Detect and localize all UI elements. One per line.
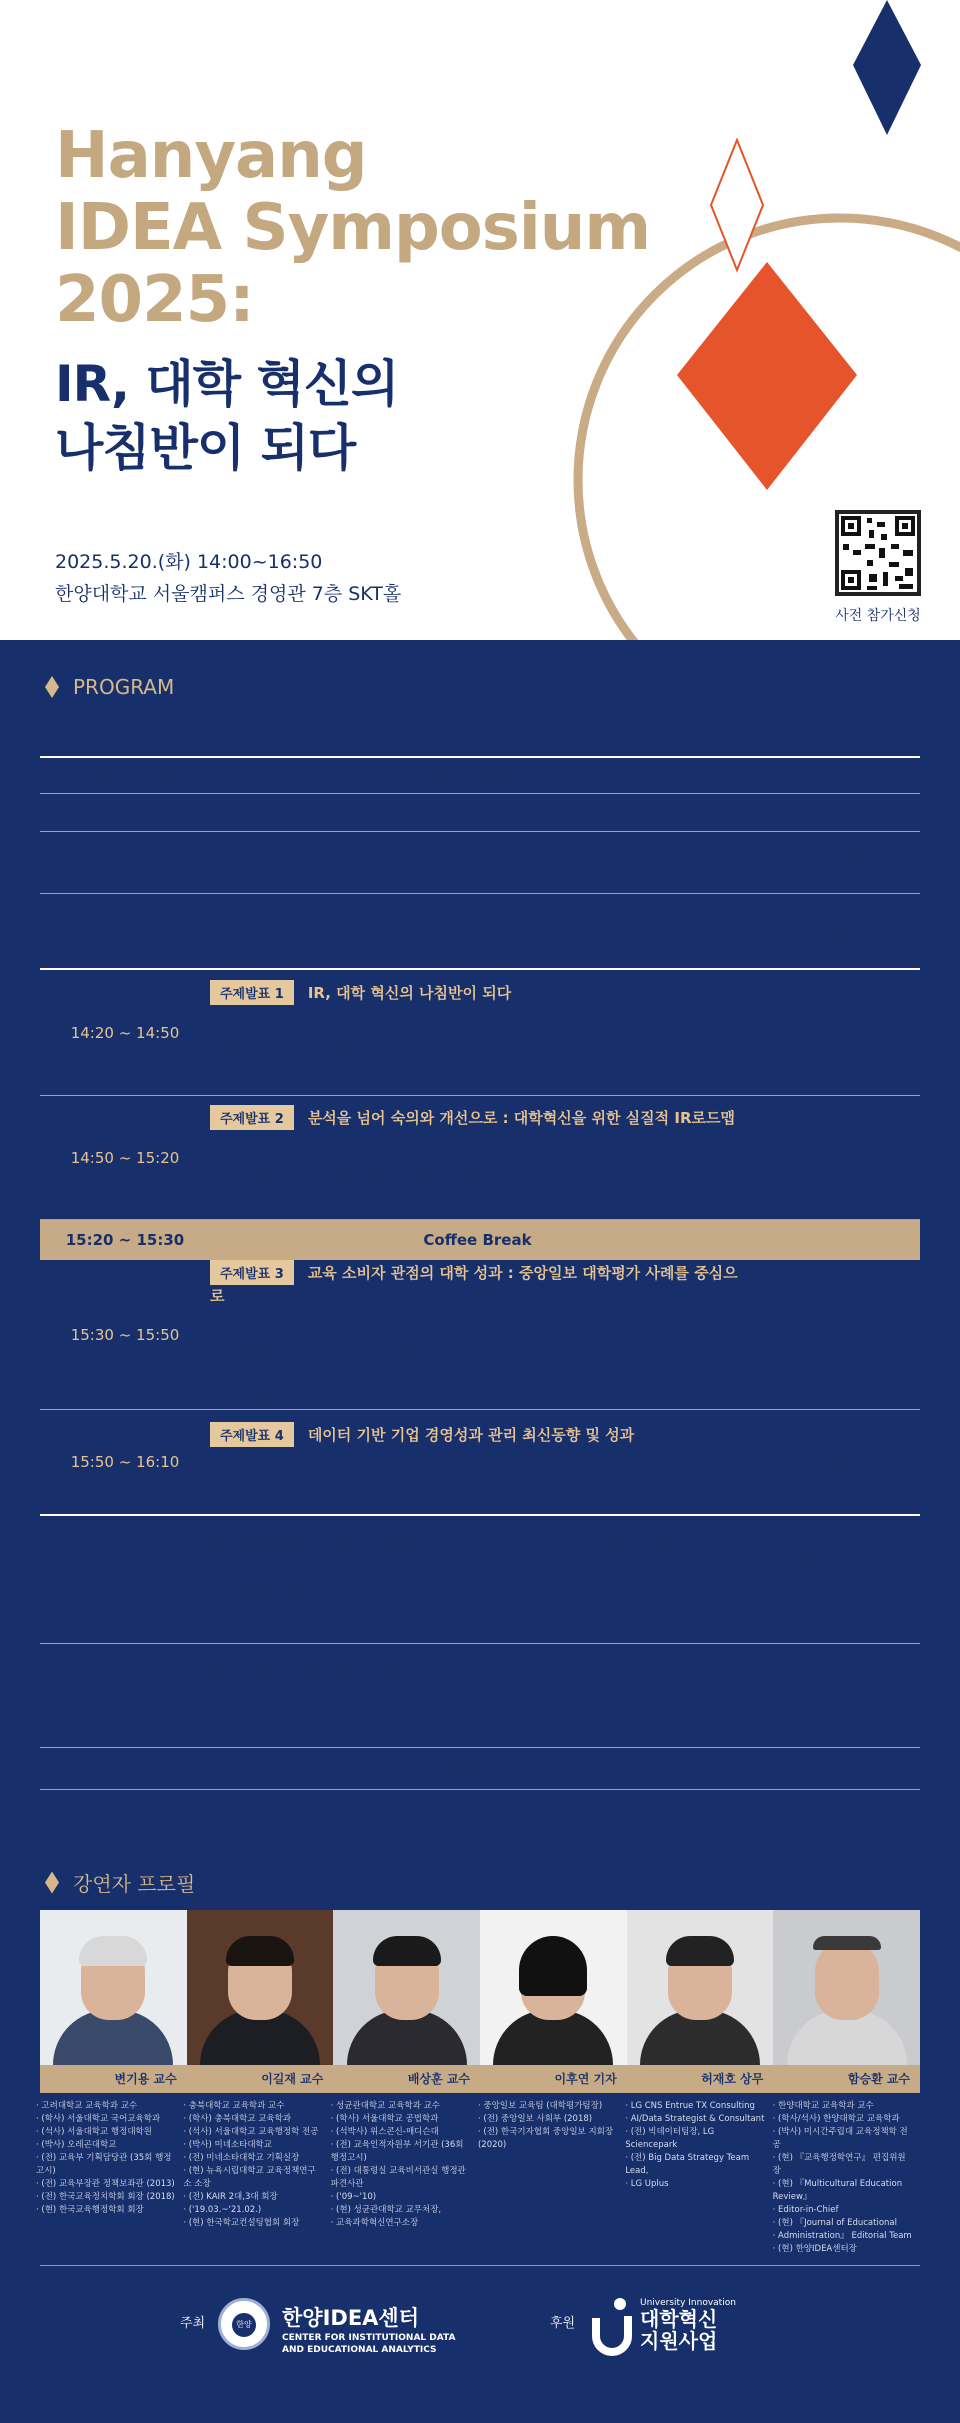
speakers-heading	[45, 1868, 195, 1897]
bio-line: · (현) 『교육행정학연구』 편집위원장	[772, 2153, 906, 2176]
speaker-affiliation: 한양IDEA센터장)	[786, 1590, 879, 1605]
topic-content	[210, 1252, 745, 1418]
event-title	[55, 120, 650, 336]
topic-badge: 주제발표 4	[210, 1422, 294, 1447]
speaker-hair	[79, 1936, 147, 1966]
qa-bullets	[210, 1687, 745, 1735]
coffee-break-label: Coffee Break	[423, 1231, 532, 1249]
sponsor-name: 지원사업	[640, 2329, 718, 2353]
host-label: 주최	[180, 2316, 206, 2331]
row-who: 사회자	[810, 1759, 855, 1778]
qa-title: 질의응답 및 토론 | 한국 대학 IR의 미래	[210, 1658, 473, 1676]
speaker-affiliation: (성균관대 / 교무처장)	[775, 1160, 890, 1174]
speaker-affiliation: 한국교육행정학회장)	[777, 942, 887, 956]
bullet: · 한양IDEA센터 미션 및 비전 선언 : 주요 전략과제 소개	[214, 1583, 745, 1607]
row-content: 축사	[463, 922, 492, 941]
row-time: 16:20 ~ 16:50	[70, 1686, 180, 1705]
row-content: 환영사	[455, 854, 500, 872]
bio-line: · (현) 한국교육행정학회 회장	[36, 2205, 144, 2215]
title-line: Hanyang	[55, 119, 367, 193]
bio-line: · (박사) 미네소타대학교	[183, 2140, 272, 2150]
bullet: · 토론자 : 이길재 교수, 배상훈 교수, 이후연 기자, 허재호 상무	[214, 1687, 745, 1711]
topic-row	[40, 1096, 920, 1220]
row-content: 등록 및 네트워킹	[422, 767, 533, 785]
bio-line: · 중앙일보 교육팀 (대학평가팀장)	[477, 2101, 603, 2111]
bio-line: · (석사) 서울대학교 교육행정학 전공	[183, 2127, 319, 2137]
bio-line: · (석박사) 위스콘신-매디슨대	[330, 2127, 439, 2137]
subtitle-line: 나침반이 되다	[55, 419, 356, 477]
bio-line: · (전) 대통령실 교육비서관실 행정관 파견사관	[330, 2166, 466, 2189]
bullet: · 중앙일보 대학평가의 목적과 철학 : 민간 평가기관 관점의 대학 성과와	[214, 1338, 745, 1362]
center-title: 한양IDEA센터 소개 | 데이터를 인사이트와 이니셔티브로 연결하는 혁신의 가교	[210, 1530, 732, 1548]
bio-line: · LG CNS Entrue TX Consulting	[625, 2101, 755, 2111]
speaker-hair	[226, 1936, 294, 1966]
speaker-hair	[373, 1936, 441, 1966]
speaker-hair	[666, 1936, 734, 1966]
speaker-photo	[40, 1910, 187, 2065]
speaker-name: 함승환 교수	[793, 1553, 872, 1572]
speaker-bio	[478, 2100, 625, 2256]
speaker-name: 이길재 교수	[793, 1015, 872, 1033]
speaker-name: 이후연 기자	[554, 2072, 617, 2086]
gold-diamond-icon	[45, 676, 59, 698]
sponsor-name: 대학혁신	[640, 2307, 718, 2331]
bio-line: · (박사) 미시간주립대 교육정책학 전공	[772, 2127, 908, 2150]
speaker-name-bar	[40, 2065, 920, 2093]
topic-bullets	[210, 1455, 745, 1503]
bio-line: · AI/Data Strategist & Consultant	[625, 2114, 765, 2124]
bio-line: · (전) 교육부 기획담당관 (35회 행정고시)	[36, 2153, 172, 2176]
speaker-name: 이기정 총장	[793, 845, 872, 863]
speaker-bio	[331, 2100, 478, 2256]
topic-row	[40, 970, 920, 1096]
bullet: · 기업의 경영 성과 관리 사업 영역	[214, 1455, 745, 1479]
speaker-photos	[40, 1910, 920, 2065]
bullet: · 질의응답	[214, 1711, 745, 1735]
speaker-affiliation: (한양대 /	[808, 1573, 857, 1588]
topic-bullets	[210, 1314, 745, 1410]
speaker-name: 변기용 교수	[793, 905, 872, 923]
qr-code[interactable]	[835, 510, 921, 596]
topic-title: 데이터 기반 기업 경영성과 관리 최신동향 및 성과	[307, 1425, 635, 1444]
event-info	[55, 546, 401, 610]
row-who	[745, 1435, 920, 1489]
bio-line: · 한양대학교 교육학과 교수	[772, 2101, 874, 2111]
speaker-affiliation: (한양대 /	[808, 1689, 857, 1704]
bio-line: · 교육과학혁신연구소장	[330, 2218, 419, 2228]
center-bullets	[210, 1559, 745, 1631]
speaker-bio	[625, 2100, 772, 2256]
bullet: · 혁신적인 영역의 데이터 기반 성능 관리 및 평가	[214, 1479, 745, 1503]
host-logo	[282, 2302, 455, 2356]
speaker-affiliation: (고려대 /	[808, 925, 857, 939]
bio-line: · (전) 미네소타대학교 기획실장	[183, 2153, 300, 2163]
speaker-name: 이후연 기자	[793, 1308, 872, 1327]
event-date: 2025.5.20.(화) 14:00~16:50	[55, 551, 323, 573]
row-time: 14:10 ~ 14:20	[70, 922, 180, 940]
bullet: · 국내외 대학 IR의 현황 및 한계	[214, 1037, 745, 1061]
table-row	[40, 1748, 920, 1790]
row-time: 14:50 ~ 15:20	[70, 1148, 180, 1167]
speakers-title: 강연자 프로필	[73, 1872, 196, 1896]
bio-line: · ('09~'10)	[330, 2192, 377, 2202]
speaker-name: 배상훈 교수	[407, 2072, 471, 2086]
bio-line: · Editor-in-Chief	[772, 2205, 839, 2215]
row-who	[745, 844, 920, 881]
footer-divider	[40, 2265, 920, 2266]
speaker-name: 허재호 상무	[793, 1436, 872, 1454]
speaker-affiliation: 한양IDEA센터장)	[786, 1706, 879, 1721]
host-name: 한양IDEA센터	[282, 2306, 419, 2330]
header-content: 내 용	[460, 733, 495, 752]
row-who	[745, 1308, 920, 1362]
sponsor-logo	[590, 2296, 634, 2366]
topic-content	[210, 972, 745, 1093]
topic-badge: 주제발표 1	[210, 980, 294, 1005]
row-who	[745, 1139, 920, 1176]
bullet: · 대학 IR 정착 및 확산을 위한 제언	[214, 1386, 745, 1410]
topic-bullets	[210, 1013, 745, 1085]
header-who: 진 행	[815, 733, 850, 751]
speaker-affiliation: (충북대 / (전)KAIR회장)	[768, 1035, 897, 1049]
title-line: IDEA Symposium	[55, 191, 651, 265]
bio-line: · (석사) 서울대학교 행정대학원	[36, 2127, 152, 2137]
row-time: 15:20 ~ 15:30	[65, 1231, 185, 1249]
bio-line: · (전) 빅데이터팀장, LG Sciencepark	[625, 2127, 715, 2150]
speaker-affiliation: (한양대)	[810, 865, 855, 879]
u-logo-icon	[590, 2296, 634, 2362]
speaker-bio	[773, 2100, 920, 2256]
bio-line: · (현) 한국학교컨설팅협회 회장	[183, 2218, 300, 2228]
table-header	[40, 728, 920, 758]
bio-line: · (전) KAIR 2대,3대 회장	[183, 2192, 278, 2202]
qa-row	[40, 1644, 920, 1748]
row-time: 16:10 ~ 16:20	[70, 1570, 180, 1589]
topic-row	[40, 1410, 920, 1516]
orange-diamond	[677, 262, 857, 490]
sponsor-label: 후원	[550, 2316, 576, 2331]
bio-line: · (현) 『Journal of Educational	[772, 2218, 897, 2228]
bullet: · 우리나라 주요 고등교육 정책 동향과 대학 IR의 역할에 대한 제언	[214, 1061, 745, 1085]
bio-line: · (전) 한국교육정치학회 회장 (2018)	[36, 2192, 175, 2202]
bio-line: · 충북대학교 교육학과 교수	[183, 2101, 285, 2111]
title-line: 2025:	[55, 263, 254, 337]
bio-line: · (학사/석사) 한양대학교 교육학과	[772, 2114, 900, 2124]
center-content	[210, 1520, 745, 1639]
topic-badge: 주제발표 2	[210, 1105, 294, 1130]
table-row	[40, 894, 920, 970]
speaker-name: 함승환 교수	[847, 2072, 911, 2086]
bio-line: · (박사) 오레곤대학교	[36, 2140, 117, 2150]
row-who	[745, 1669, 920, 1723]
bullet: · 교육 소비자가 바라보는 대학 : 어떠한 성과에 집중하는가?	[214, 1314, 745, 1338]
bullet-continuation: 중앙일보 대학평가의 방향성	[446, 1365, 618, 1382]
speaker-hair	[519, 1936, 587, 1996]
speaker-name: 허재호 상무	[701, 2072, 764, 2086]
bullet: · 대학정책과 제도 개선이라는 실질적 니즈 바탕 추진 경험 : 성균관대학교 추진 사례	[214, 1138, 745, 1162]
row-content: 폐회 선언	[446, 1760, 509, 1778]
host-english-line: AND EDUCATIONAL ANALYTICS	[282, 2345, 437, 2355]
row-time: 14:00 ~ 14:10	[70, 853, 180, 872]
navy-diamond	[853, 0, 921, 135]
bullet: · 한양IDEA센터 설립 경과	[214, 1559, 745, 1583]
topic-badge: 주제발표 3	[210, 1260, 294, 1285]
subtitle-line: IR, 대학 혁신의	[55, 355, 399, 413]
row-time: 14:20 ~ 14:50	[70, 1023, 180, 1042]
qa-content	[210, 1648, 745, 1743]
row-time: 13:00 ~ 14:00	[70, 766, 180, 785]
speaker-name: 함승환 교수	[793, 1669, 872, 1688]
table-row	[40, 758, 920, 794]
row-time: 15:50 ~ 16:10	[70, 1453, 180, 1471]
speaker-photo	[480, 1910, 627, 2065]
speaker-name: 변기용 교수	[114, 2072, 177, 2086]
speaker-face	[815, 1940, 879, 2020]
row-who: 사회자	[810, 803, 855, 822]
table-row	[40, 832, 920, 894]
topic-bullets	[210, 1138, 745, 1210]
speaker-name: 배상훈 교수	[793, 1140, 872, 1158]
sponsor-text	[640, 2298, 736, 2352]
bio-line: · 고려대학교 교육학과 교수	[36, 2101, 138, 2111]
speaker-photo	[187, 1910, 334, 2065]
bio-line: · (전) 한국기자협회 중앙일보 지회장 (2020)	[477, 2127, 614, 2150]
hanyang-seal-logo	[218, 2298, 270, 2350]
topic-content	[210, 1097, 745, 1218]
bio-line: · (현) 뉴욕시립대학교 교육정책연구소 소장	[183, 2166, 316, 2189]
event-subtitle	[55, 352, 398, 480]
speaker-photo	[627, 1910, 774, 2065]
speaker-affiliation: AX컨설팅파트너)	[787, 1473, 878, 1487]
seal-text: 한양	[232, 2313, 256, 2337]
bio-line: · (학사) 서울대학교 국어교육학과	[36, 2114, 161, 2124]
header-time: 시 간	[108, 733, 142, 752]
row-who	[745, 904, 920, 958]
topic-content	[210, 1414, 745, 1511]
speaker-name: 이길재 교수	[261, 2072, 324, 2086]
bullet: · 대학 간 협력 제언	[214, 1607, 745, 1631]
bio-line: · (현) 성균관대학교 교무처장,	[330, 2205, 442, 2215]
bullet: · 이론/방향 이상의 실질적인 성과를 위한 IR 추진 과정의 고민과 한계	[214, 1162, 745, 1186]
hero-section	[0, 0, 960, 640]
host-english-line: CENTER FOR INSTITUTIONAL DATA	[282, 2333, 456, 2343]
program-heading	[45, 675, 174, 699]
row-who	[745, 1553, 920, 1607]
bio-line: · (현) 『Multicultural Education Review』	[772, 2179, 903, 2202]
speaker-photo	[773, 1910, 920, 2065]
topic-title: 교육 소비자 관점의 대학 성과 : 중앙일보 대학평가 사례를 중심으로	[210, 1263, 738, 1305]
speaker-affiliation: 대학평가팀장)	[795, 1345, 870, 1360]
bio-line: · (전) 교육부장관 정책보좌관 (2013)	[36, 2179, 175, 2189]
bio-line: · (현) 한양IDEA센터장	[772, 2244, 857, 2254]
speaker-bios	[36, 2100, 920, 2256]
speaker-bio	[183, 2100, 330, 2256]
bio-line: · Administration』 Editorial Team	[772, 2231, 912, 2241]
program-table	[40, 728, 920, 1790]
bio-line: · ('19.03.~'21.02.)	[183, 2205, 262, 2215]
event-venue: 한양대학교 서울캠퍼스 경영관 7층 SKT홀	[55, 583, 402, 605]
bio-line: · (학사) 서울대학교 공법학과	[330, 2114, 439, 2124]
bullet: · 증거기반 정책적 의사결정(EBDM, Evidence-Based Decision Making)과 대학 IR	[214, 1013, 745, 1037]
bullet: · 대학 IR의 발전 방향에 대한 제언	[214, 1186, 745, 1210]
bio-line: · (학사) 충북대학교 교육학과	[183, 2114, 292, 2124]
row-time: 15:30 ~ 15:50	[70, 1325, 180, 1344]
qr-caption: 사전 참가신청	[835, 608, 921, 624]
speaker-hair	[813, 1936, 881, 1950]
center-intro-row	[40, 1516, 920, 1644]
row-who	[745, 1014, 920, 1051]
bio-line: · (전) 교육인적자원부 서기관 (36회 행정고시)	[330, 2140, 464, 2163]
topic-title: IR, 대학 혁신의 나침반이 되다	[307, 984, 512, 1002]
topic-title: 분석을 넘어 숙의와 개선으로 : 대학혁신을 위한 실질적 IR로드맵	[307, 1109, 735, 1127]
speaker-affiliation: (중앙일보 /	[803, 1328, 862, 1343]
topic-row	[40, 1260, 920, 1410]
program-title: PROGRAM	[73, 675, 175, 699]
table-row	[40, 794, 920, 832]
bio-line: · LG Uplus	[625, 2179, 669, 2189]
bio-line: · 성균관대학교 교육학과 교수	[330, 2101, 440, 2111]
bio-line: · (전) Big Data Strategy Team Lead,	[625, 2153, 750, 2176]
gold-diamond-icon	[45, 1872, 59, 1894]
qr-code-pattern	[839, 514, 917, 592]
row-content: 개회 선언	[446, 804, 509, 822]
sponsor-english: University Innovation	[640, 2298, 736, 2308]
speaker-bio	[36, 2100, 183, 2256]
speaker-photo	[333, 1910, 480, 2065]
bio-line: · (전) 중앙일보 사회부 (2018)	[477, 2114, 593, 2124]
speaker-affiliation: (LG CNS /	[803, 1456, 862, 1470]
